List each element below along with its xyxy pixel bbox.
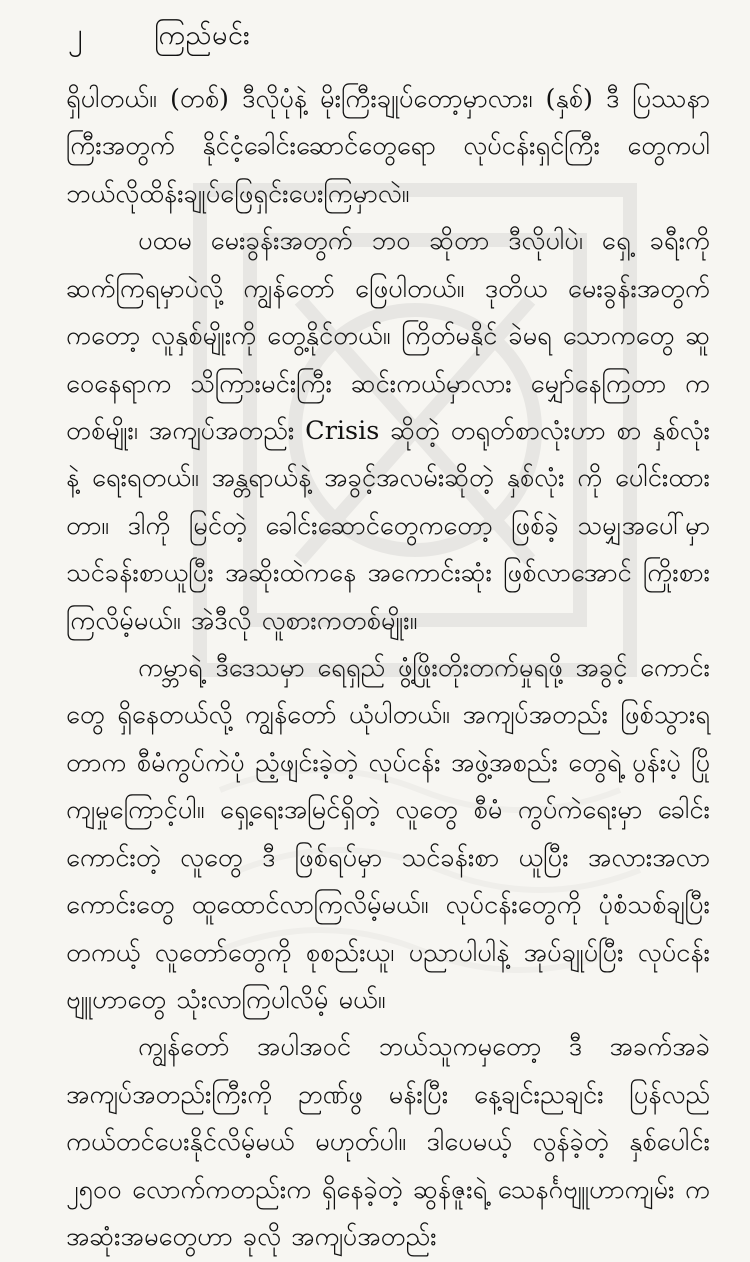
page-header — [66, 14, 710, 56]
paragraph: ကျွန်တော် အပါအဝင် ဘယ်သူကမှတော့ ဒီ အခက်အခဲ အကျပ်အတည်းကြီးကို ဉာဏ်ဖွ မန်းပြီး နေ့ချင်းညချင်း ပြန်လည် ကယ်တင်ပေးနိုင်လိမ့်မယ် မဟုတ်ပါ။ ဒါပေမယ့် လွန်ခဲ့တဲ့ နှစ်ပေါင်း ၂၅၀၀ လောက်ကတည်းက ရှိနေခဲ့တဲ့ ဆွန်ဇူးရဲ့ သေနင်္ဂဗျူဟာကျမ်း က အဆုံးအမတွေဟာ ခုလို အကျပ်အတည်း — [66, 1032, 710, 1253]
paragraph: ရှိပါတယ်။ (တစ်) ဒီလိုပုံနဲ့ မိုးကြီးချုပ်တော့မှာလား၊ (နှစ်) ဒီ ပြဿနာကြီးအတွက် နိုင်ငံ့ခေါင်းဆောင်တွေရော လုပ်ငန်းရှင်ကြီး တွေကပါ ဘယ်လိုထိန်းချုပ်ဖြေရှင်းပေးကြမှာလဲ။ — [66, 84, 710, 209]
body-text — [66, 76, 710, 1262]
running-head: ကြည်မင်း — [154, 20, 251, 51]
paragraph: ကမ္ဘာရဲ့ ဒီဒေသမှာ ရေရှည် ဖွံ့ဖြိုးတိုးတက်မှုရဖို့ အခွင့် ကောင်းတွေ ရှိနေတယ်လို့ ကျွန်တော် ယုံပါတယ်။ အကျပ်အတည်း ဖြစ်သွားရတာက စီမံကွပ်ကဲပုံ ညံ့ဖျင်းခဲ့တဲ့ လုပ်ငန်း အဖွဲ့အစည်း တွေရဲ့ ပွန်းပဲ့ ပြိုကျမှုကြောင့်ပါ။ ရှေ့ရေးအမြင်ရှိတဲ့ လူတွေ စီမံ ကွပ်ကဲရေးမှာ ခေါင်းကောင်းတဲ့ လူတွေ ဒီ ဖြစ်ရပ်မှာ သင်ခန်းစာ ယူပြီး အလားအလာကောင်းတွေ ထူထောင်လာကြလိမ့်မယ်။ လုပ်ငန်းတွေကို ပုံစံသစ်ချပြီး တကယ့် လူတော်တွေကို စုစည်းယူ၊ ပညာပါပါနဲ့ အုပ်ချုပ်ပြီး လုပ်ငန်းဗျူဟာတွေ သုံးလာကြပါလိမ့် မယ်။ — [66, 653, 710, 1016]
paragraph: ပထမ မေးခွန်းအတွက် ဘဝ ဆိုတာ ဒီလိုပါပဲ၊ ရှေ့ ခရီးကို ဆက်ကြရမှာပဲလို့ ကျွန်တော် ဖြေပါတယ်။ ဒုတိယ မေးခွန်းအတွက် ကတော့ လူနှစ်မျိုးကို တွေ့နိုင်တယ်။ ကြိတ်မနိုင် ခဲမရ သောကတွေ ဆူဝေနေရာက သိကြားမင်းကြီး ဆင်းကယ်မှာလား မျှော်နေကြတာ က တစ်မျိုး၊ အကျပ်အတည်း Crisis ဆိုတဲ့ တရုတ်စာလုံးဟာ စာ နှစ်လုံးနဲ့ ရေးရတယ်။ အန္တရာယ်နဲ့ အခွင့်အလမ်းဆိုတဲ့ နှစ်လုံး ကို ပေါင်းထားတာ။ ဒါကို မြင်တဲ့ ခေါင်းဆောင်တွေကတော့ ဖြစ်ခဲ့ သမျှအပေါ်မှာ သင်ခန်းစာယူပြီး အဆိုးထဲကနေ အကောင်းဆုံး ဖြစ်လာအောင် ကြိုးစားကြလိမ့်မယ်။ အဲဒီလို လူစားကတစ်မျိုး။ — [66, 226, 710, 636]
page-number: ၂ — [68, 17, 83, 52]
